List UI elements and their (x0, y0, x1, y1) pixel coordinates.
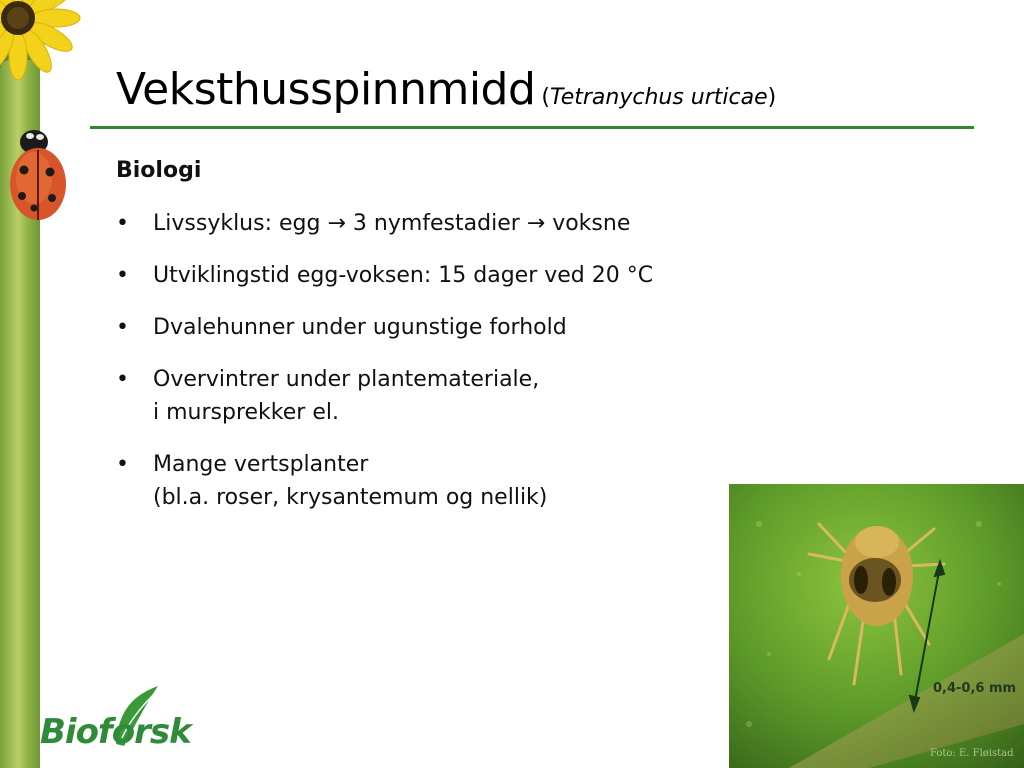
sunflower-image (0, 0, 90, 90)
bullet-text: Mange vertsplanter (153, 452, 369, 477)
ladybug-image (4, 118, 70, 222)
bullet-text: Dvalehunner under ugunstige forhold (153, 315, 567, 340)
bullet-text: Livssyklus: egg → 3 nymfestadier → voksne (153, 211, 631, 236)
title-divider (90, 126, 974, 129)
bullet-item (116, 311, 736, 344)
bullet-glyph: • (116, 367, 129, 392)
title-paren-close: ) (767, 85, 777, 110)
spider-mite-photo (729, 484, 1024, 768)
title-paren-open: ( (541, 85, 550, 110)
measurement-label: 0,4-0,6 mm (933, 681, 1017, 696)
bullet-glyph: • (116, 315, 129, 340)
bullet-text-continuation: i mursprekker el. (153, 400, 339, 425)
bullet-item (116, 363, 736, 429)
bullet-list (116, 207, 736, 533)
bullet-item (116, 259, 736, 292)
bullet-glyph: • (116, 263, 129, 288)
bullet-item (116, 448, 736, 514)
title-latin-text: Tetranychus urticae (550, 85, 768, 110)
bullet-text-continuation: (bl.a. roser, krysantemum og nellik) (153, 485, 548, 510)
title-main-text: Veksthusspinnmidd (116, 64, 536, 115)
bullet-glyph: • (116, 211, 129, 236)
bullet-item (116, 207, 736, 240)
section-heading: Biologi (116, 158, 202, 183)
bullet-glyph: • (116, 452, 129, 477)
photo-credit: Foto: E. Fløistad (930, 748, 1014, 759)
title-latin-name (541, 85, 776, 110)
bullet-text: Overvintrer under plantemateriale, (153, 367, 540, 392)
slide-title (116, 64, 776, 115)
bioforsk-logo-text: Bioforsk (40, 712, 191, 752)
bullet-text: Utviklingstid egg-voksen: 15 dager ved 20 °C (153, 263, 654, 288)
